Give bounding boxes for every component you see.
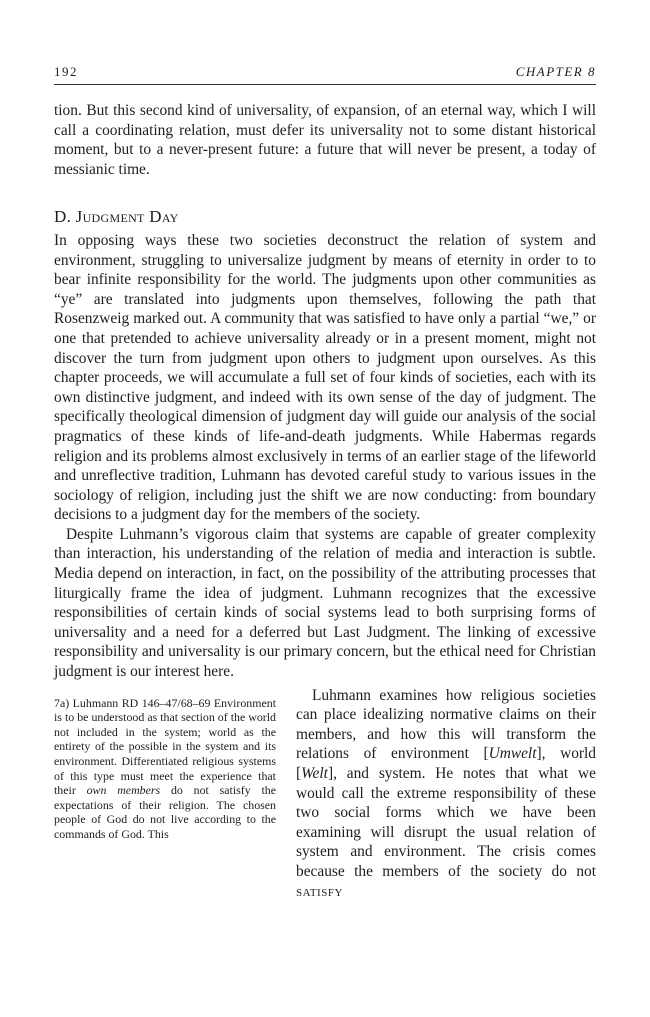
column-text-1: Luhmann examines how religious societies can place idealizing normative claims on their members, and how this will transform the relations of environment [ [296, 686, 596, 763]
term-umwelt: Umwelt [488, 745, 537, 763]
column-text-3: ], and system. He notes that what we would call the extreme responsibility of these two social forms which we have been examining will disrupt the usual relation of system and environment. The crisis comes because the members of the society do not [296, 765, 596, 880]
term-welt: Welt [301, 765, 328, 782]
marginal-note [54, 696, 276, 902]
note-text-1: 7a) Luhmann RD 146–47/68–69 Environment is to be understood as that section of the world not included in the system; world as the entirety of the possible in the system and its environment. Differentiated religious systems of this type must meet the experience that their [54, 695, 276, 798]
section-heading: D. Judgment Day [54, 207, 179, 227]
small-caps-tail: satisfy [296, 882, 343, 900]
chapter-label: CHAPTER 8 [515, 64, 596, 79]
body-paragraph-2: Despite Luhmann’s vigorous claim that systems are capable of greater complexity than interaction, his understanding of the relation of media and interaction is subtle. Media depend on interaction, in fact, on the possibility of the attributing processes that liturgically frame the idea of judgment. Luhmann recognizes that the excessive responsibilities of certain kinds of social systems lead to both surprising forms of universality and a need for a deferred but Last Judgment. The linking of excessive responsibility and universality is our primary concern, but the ethical need for Christian judgment is our interest here. [54, 525, 596, 681]
page-body [54, 101, 596, 901]
main-column [296, 686, 596, 902]
two-column-block [54, 686, 596, 902]
note-emphasis: own members [86, 783, 161, 798]
page-number: 192 [54, 64, 78, 79]
note-text-2: do not satisfy the expectations of their religion. The chosen people of God do not live according to the commands of God. This [54, 783, 277, 841]
column-paragraph [296, 686, 596, 902]
header-rule [54, 84, 596, 85]
body-paragraph-1: In opposing ways these two societies deconstruct the relation of system and environment, struggling to universalize judgment by means of eternity in order to to bear infinite responsibility for the world. The judgments upon other communities as “ye” are translated into judgments upon themselves, following the path that Rosenzweig marked out. A community that was satisfied to have only a partial “we,” or one that pretended to achieve universality already or in a present moment, might not discover the turn from judgment upon others to judgment upon ourselves. As this chapter proceeds, we will accumulate a full set of four kinds of societies, each with its own distinctive judgment, and indeed with its own sense of the day of judgment. The specifically theological dimension of judgment day will guide our analysis of the social pragmatics of these kinds of life-and-death judgments. While Habermas regards religion and its problems almost exclusively in terms of an earlier stage of the lifeworld and unreflective tradition, Luhmann has devoted careful study to various issues in the sociology of religion, including just the shift we are now conducting: from boundary decisions to a judgment day for the members of the society. [54, 231, 596, 524]
column-text-2: ], world [ [296, 745, 596, 782]
opening-paragraph: tion. But this second kind of universality, of expansion, of an eternal way, which I will call a coordinating relation, must defer its universality not to some distant historical moment, but to a never-present future: a future that will never be present, a today of messianic time. [54, 102, 596, 178]
